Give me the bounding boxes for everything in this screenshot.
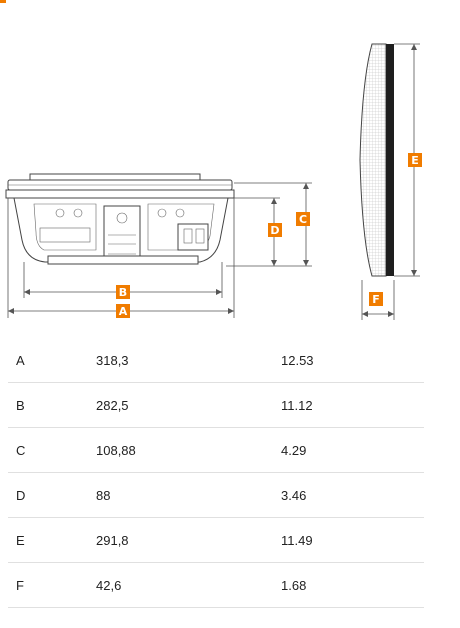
- dimension-letter: E: [8, 518, 96, 563]
- table-row: [8, 563, 424, 608]
- value-inches: 11.49: [281, 518, 424, 563]
- dimensions-table: [8, 338, 424, 608]
- label-e: [408, 153, 422, 167]
- value-inches: 11.12: [281, 383, 424, 428]
- table-row: [8, 473, 424, 518]
- value-mm: 42,6: [96, 563, 281, 608]
- svg-text:B: B: [118, 286, 128, 299]
- svg-text:F: F: [372, 293, 380, 306]
- table-row: [8, 383, 424, 428]
- svg-text:C: C: [298, 213, 308, 226]
- magnet-plate: [48, 256, 198, 264]
- grille-top-lip: [30, 174, 200, 180]
- dimension-letter: D: [8, 473, 96, 518]
- value-inches: 4.29: [281, 428, 424, 473]
- table-row: [8, 428, 424, 473]
- value-mm: 108,88: [96, 428, 281, 473]
- svg-text:E: E: [411, 154, 419, 167]
- dimension-letter: B: [8, 383, 96, 428]
- mounting-flange: [6, 190, 234, 198]
- label-c: [296, 212, 310, 226]
- speaker-side-view: [6, 174, 234, 264]
- svg-text:A: A: [118, 305, 128, 318]
- grille-frame: [386, 44, 394, 276]
- value-mm: 291,8: [96, 518, 281, 563]
- grille-mesh: [360, 44, 386, 276]
- table-row: [8, 338, 424, 383]
- value-mm: 88: [96, 473, 281, 518]
- value-mm: 282,5: [96, 383, 281, 428]
- label-f: [369, 292, 383, 306]
- label-d: [268, 223, 282, 237]
- value-inches: 12.53: [281, 338, 424, 383]
- value-inches: 3.46: [281, 473, 424, 518]
- dimension-letter: A: [8, 338, 96, 383]
- label-b: [116, 285, 130, 299]
- table-row: [8, 518, 424, 563]
- dimension-letter: F: [8, 563, 96, 608]
- terminal-block: [178, 224, 208, 250]
- dimension-letter: C: [8, 428, 96, 473]
- speaker-front-view: [360, 44, 394, 276]
- label-a: [116, 304, 130, 318]
- value-inches: 1.68: [281, 563, 424, 608]
- svg-text:D: D: [270, 224, 280, 237]
- value-mm: 318,3: [96, 338, 281, 383]
